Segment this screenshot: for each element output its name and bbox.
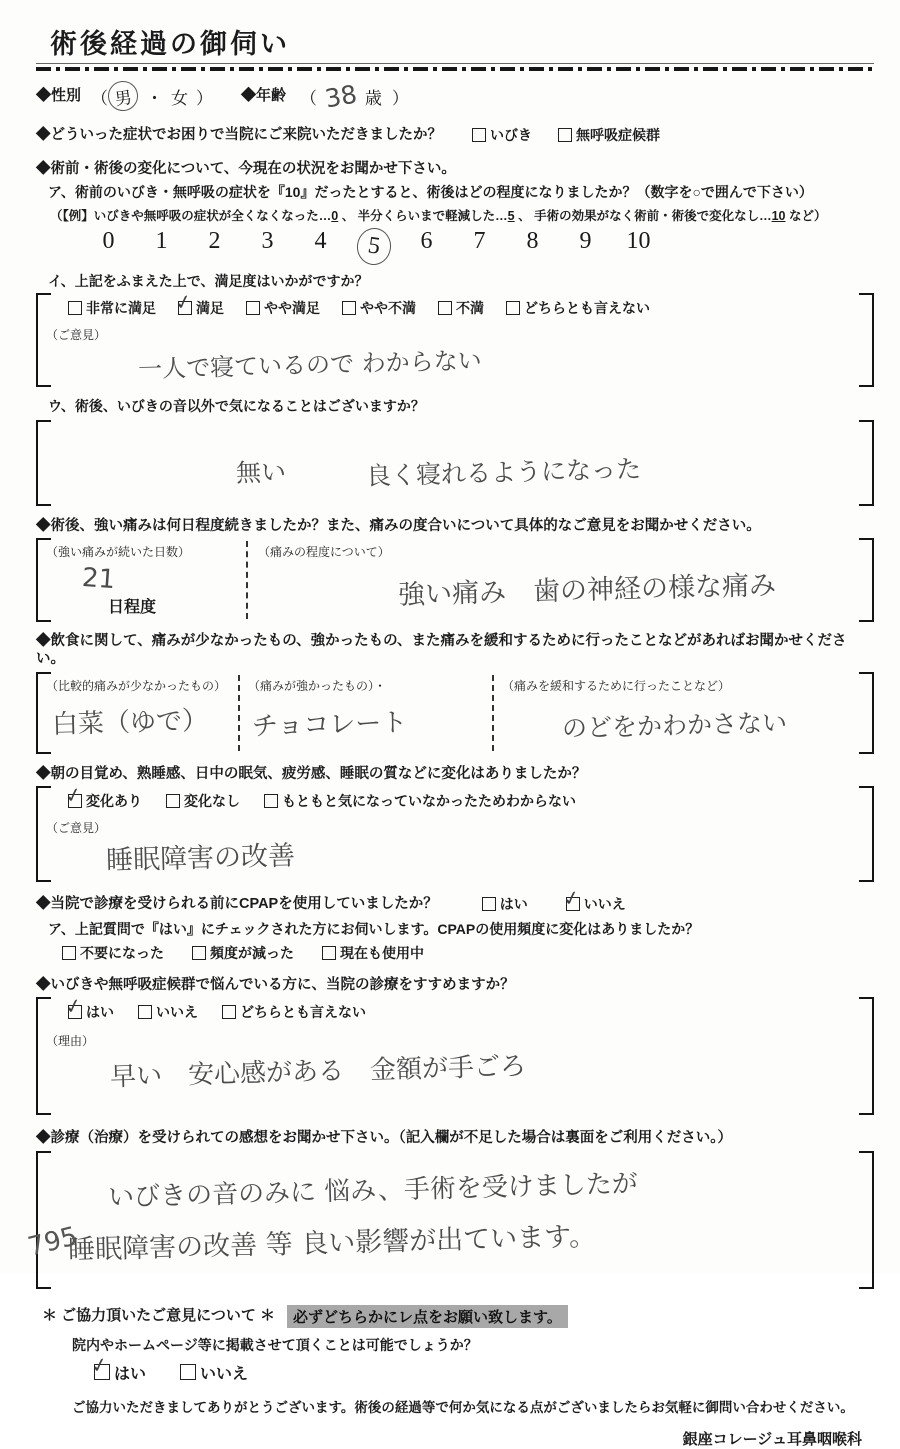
- eating-columns: [42, 675, 852, 751]
- age-paren-close: ）: [391, 88, 409, 108]
- option-cpap-no: [566, 894, 626, 914]
- satisfaction-sub: イ、上記をふまえた上で、満足度はいかがですか？: [48, 273, 369, 290]
- option-recommend-yes: [68, 1002, 114, 1022]
- scale-example: [50, 206, 874, 224]
- bracket-right: [859, 1151, 874, 1289]
- option-label: いいえ: [583, 895, 626, 912]
- age-value-handwritten: 38: [322, 78, 360, 114]
- profile-row: [36, 78, 874, 114]
- gender-male: 男: [113, 87, 134, 109]
- option-very-satisfied: [68, 298, 156, 318]
- scale-10: 10: [626, 228, 651, 255]
- eating-col1-handwritten: 白菜（ゆで）: [51, 705, 209, 740]
- scale-5-selected: [347, 228, 400, 265]
- scale-9: 9: [579, 228, 592, 255]
- checkbox-cpap-no-checked: [566, 897, 580, 911]
- example-text: （【例】いびきや無呼吸の症状が全くなくなった…: [50, 209, 332, 224]
- bracket-right: [859, 786, 874, 882]
- checkbox-changed-checked: [68, 794, 82, 808]
- consent-question: 院内やホームページ等に掲載させて頂くことは可能でしょうか？: [72, 1336, 478, 1353]
- recommend-options: [68, 1002, 852, 1022]
- scale-2: 2: [208, 228, 221, 255]
- sleep-heading: ◆朝の目覚め、熟睡感、日中の眠気、疲労感、睡眠の質などに変化はありましたか？: [36, 765, 587, 782]
- gender-label: ◆性別: [36, 86, 82, 104]
- clinic-name: 銀座コレージュ耳鼻咽喉科: [682, 1430, 862, 1448]
- age-label: ◆年齢: [241, 86, 287, 104]
- opinion-label: （ご意見）: [46, 328, 107, 343]
- checkbox-cpap-reduced: [192, 946, 206, 960]
- option-label: やや満足: [264, 300, 320, 317]
- impression-area: [36, 1151, 874, 1289]
- consent-header-row: [42, 1305, 874, 1328]
- impression-line1-handwritten: いびきの音のみに 悩み、手術を受けましたが: [107, 1168, 639, 1213]
- checkbox-satisfied-checked: [178, 301, 192, 315]
- cpap-row: [36, 894, 874, 914]
- option-label: いびき: [490, 127, 532, 143]
- option-dissatisfied: [438, 298, 484, 318]
- checkbox-publish-no: [180, 1364, 196, 1380]
- pain-degree-handwritten: 強い痛み 歯の神経の様な痛み: [397, 570, 777, 612]
- pain-heading: ◆術後、強い痛みは何日程度続きましたか？また、痛みの度合いについて具体的なご意見をお聞かせください。: [36, 518, 761, 535]
- eating-col1-label: （比較的痛みが少なかったもの）: [46, 678, 227, 693]
- scale-4: 4: [314, 228, 327, 255]
- dash-separator: [36, 67, 874, 71]
- recommend-area: [36, 997, 874, 1115]
- concerns-answer-2-handwritten: 良く寝れるようになった: [365, 454, 642, 491]
- option-neither: [506, 298, 650, 318]
- option-label: 頻度が減った: [210, 944, 294, 961]
- recommend-question: ◆いびきや無呼吸症候群で悩んでいる方に、当院の診療をすすめますか？: [36, 976, 515, 993]
- option-label: 現在も使用中: [340, 944, 424, 961]
- option-cpap-yes: [482, 894, 528, 914]
- pain-degree-label: （痛みの程度について）: [258, 545, 390, 560]
- option-label: どちらとも言えない: [524, 300, 650, 317]
- change-sub-a: ア、術前のいびき・無呼吸の症状を『10』だったとすると、術後はどの程度になりましたか？（数字を○で囲んで下さい）: [48, 184, 813, 201]
- option-label: はい: [114, 1365, 147, 1383]
- eating-heading: ◆飲食に関して、痛みが少なかったもの、強かったもの、また痛みを緩和するために行ったことなどがあればお聞かせください。: [36, 633, 847, 668]
- option-label: 無呼吸症候群: [576, 127, 660, 143]
- concerns-answer-1-handwritten: 無い: [235, 457, 287, 488]
- checkbox-cpap-yes: [482, 897, 496, 911]
- checkbox-recommend-neither: [222, 1005, 236, 1019]
- pain-days-column: [42, 541, 246, 619]
- checkbox-neither: [506, 301, 520, 315]
- example-text: 、 手術の効果がなく術前・術後で変化なし…: [514, 209, 772, 224]
- option-label: もともと気になっていなかったためわからない: [282, 792, 576, 809]
- option-label: いいえ: [156, 1003, 198, 1020]
- satisfaction-area: [36, 293, 874, 387]
- option-somewhat-satisfied: [246, 298, 320, 318]
- concerns-area: [36, 420, 874, 506]
- consent-header-highlight: 必ずどちらかにレ点をお願い致します。: [287, 1305, 568, 1328]
- scale-0: 0: [102, 228, 115, 255]
- symptom-row: [36, 125, 874, 145]
- bracket-left: [36, 997, 51, 1115]
- pain-columns: [42, 541, 852, 619]
- scale-3: 3: [261, 228, 274, 255]
- option-label: いいえ: [200, 1365, 249, 1383]
- option-label: 満足: [196, 300, 224, 317]
- satisfaction-opinion-handwritten: 一人で寝ているので わからない: [137, 346, 483, 384]
- checkbox-somewhat-satisfied: [246, 301, 260, 315]
- option-label: はい: [499, 895, 528, 912]
- sleep-opinion-handwritten: 睡眠障害の改善: [105, 840, 296, 877]
- pain-area: [36, 538, 874, 622]
- example-value-0: 0: [331, 209, 339, 224]
- pain-days-value-handwritten: 21: [80, 563, 117, 596]
- consent-header-pre: ＊ ご協力頂いたご意見について ＊: [42, 1307, 276, 1324]
- eating-area: [36, 672, 874, 754]
- example-value-5: 5: [507, 209, 515, 224]
- age-unit: 歳: [364, 88, 382, 108]
- checkbox-recommend-yes-checked: [68, 1005, 82, 1019]
- scale-8: 8: [526, 228, 539, 255]
- option-satisfied: [178, 298, 224, 318]
- consent-options: [94, 1361, 874, 1384]
- page-title: 術後経過の御伺い: [50, 29, 290, 59]
- option-publish-no: [180, 1361, 248, 1384]
- reason-label: （理由）: [46, 1033, 95, 1048]
- option-label: やや不満: [360, 300, 416, 317]
- option-label: はい: [86, 1003, 114, 1020]
- impression-heading: ◆診療（治療）を受けられての感想をお聞かせ下さい。（記入欄が不足した場合は裏面をご利用ください。）: [36, 1129, 732, 1146]
- checkbox-recommend-no: [138, 1005, 152, 1019]
- cpap-sub: ア、上記質問で『はい』にチェックされた方にお伺いします。CPAPの使用頻度に変化はありましたか？: [48, 920, 700, 937]
- bracket-right: [859, 538, 874, 622]
- pain-degree-column: [246, 541, 852, 619]
- change-heading: ◆術前・術後の変化について、今現在の状況をお聞かせ下さい。: [36, 161, 456, 177]
- option-label: 不満: [456, 300, 484, 317]
- option-ibiki: [472, 125, 532, 145]
- eating-col-relief: [492, 675, 852, 751]
- example-text: 、 半分くらいまで軽減した…: [338, 209, 508, 224]
- option-label: 変化あり: [86, 792, 142, 809]
- option-publish-yes: [94, 1361, 146, 1384]
- eating-col2-handwritten: チョコレート: [251, 707, 408, 742]
- checkbox-no-change: [166, 794, 180, 808]
- scale-1: 1: [155, 228, 168, 255]
- pain-days-unit: 日程度: [108, 599, 157, 617]
- eating-col3-handwritten: のどをかわかさない: [561, 707, 788, 743]
- option-recommend-no: [138, 1002, 198, 1022]
- bracket-left: [36, 1151, 51, 1289]
- eating-col3-label: （痛みを緩和するために行ったことなど）: [502, 678, 731, 693]
- cpap-question: ◆当院で診療を受けられる前にCPAPを使用していましたか？: [36, 895, 438, 912]
- bracket-right: [859, 672, 874, 754]
- title-block: [36, 22, 874, 64]
- option-label: どちらとも言えない: [240, 1003, 366, 1020]
- eating-col-more-pain: [238, 675, 492, 751]
- symptom-question: ◆どういった症状でお困りで当院にご来院いただきましたか？: [36, 126, 442, 143]
- recommend-reason-handwritten: 早い 安心感がある 金額が手ごろ: [109, 1051, 527, 1093]
- checkbox-dissatisfied: [438, 301, 452, 315]
- option-recommend-neither: [222, 1002, 366, 1022]
- selected-score-circle: 5: [354, 226, 393, 267]
- option-mukokyu: [558, 125, 660, 145]
- checkbox-mukokyu: [558, 128, 572, 142]
- gender-paren-open: （: [91, 88, 109, 108]
- option-label: 非常に満足: [86, 300, 156, 317]
- checkbox-somewhat-dissatisfied: [342, 301, 356, 315]
- eating-col2-label: （痛みが強かったもの）・: [248, 678, 387, 693]
- concerns-sub: ウ、術後、いびきの音以外で気になることはございますか？: [48, 398, 425, 415]
- checkbox-very-satisfied: [68, 301, 82, 315]
- option-label: 変化なし: [184, 792, 240, 809]
- cpap-sub-options: [62, 943, 874, 963]
- checkbox-dont-know: [264, 794, 278, 808]
- checkbox-cpap-still-using: [322, 946, 336, 960]
- example-text: など）: [785, 209, 827, 224]
- age-paren-open: （: [300, 88, 318, 108]
- bracket-right: [859, 420, 874, 506]
- option-changed: [68, 791, 142, 811]
- concerns-answer-row: [46, 453, 852, 489]
- satisfaction-options: [68, 298, 852, 318]
- sleep-options: [68, 791, 852, 811]
- gender-separator: ・: [146, 88, 164, 108]
- pain-days-label: （強い痛みが続いた日数）: [46, 545, 191, 560]
- severity-scale: [36, 228, 874, 265]
- sleep-opinion-label: （ご意見）: [46, 820, 107, 835]
- option-label: 不要になった: [80, 944, 164, 961]
- option-cpap-unneeded: [62, 943, 164, 963]
- gender-male-circled: [106, 79, 140, 113]
- checkbox-publish-yes-checked: [94, 1364, 110, 1380]
- thanks-note: ご協力いただきましてありがとうございます。術後の経過等で何か気になる点がございましたらお気軽に御問い合わせください。: [72, 1399, 854, 1415]
- checkbox-ibiki: [472, 128, 486, 142]
- bracket-right: [859, 293, 874, 387]
- checkbox-cpap-unneeded: [62, 946, 76, 960]
- option-cpap-reduced: [192, 943, 294, 963]
- impression-line2-handwritten: 睡眠障害の改善 等 良い影響が出ています。: [67, 1220, 597, 1266]
- gender-paren-close: ）: [196, 88, 214, 108]
- example-value-10: 10: [771, 209, 786, 224]
- option-somewhat-dissatisfied: [342, 298, 416, 318]
- bracket-right: [859, 997, 874, 1115]
- option-dont-know: [264, 791, 576, 811]
- scale-7: 7: [473, 228, 486, 255]
- gender-female: 女: [171, 88, 189, 108]
- eating-col-less-pain: [42, 675, 238, 751]
- option-cpap-still-using: [322, 943, 424, 963]
- option-no-change: [166, 791, 240, 811]
- sleep-area: [36, 786, 874, 882]
- page-mark-handwritten: 795: [25, 1221, 81, 1263]
- scale-6: 6: [420, 228, 433, 255]
